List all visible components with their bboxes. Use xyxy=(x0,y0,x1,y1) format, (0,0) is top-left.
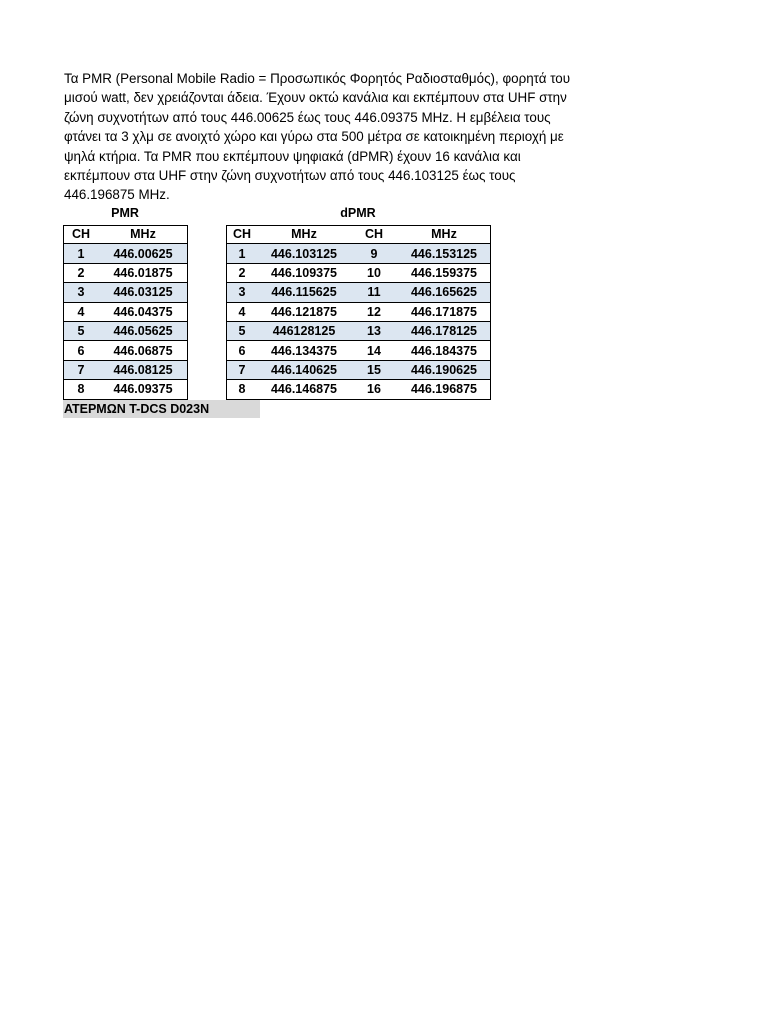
pmr-channel: 7 xyxy=(63,360,99,379)
dpmr-header-mhz: MHz xyxy=(258,225,350,244)
table-row xyxy=(63,380,187,399)
dpmr-channel: 10 xyxy=(350,263,398,282)
table-row xyxy=(226,360,490,379)
table-row xyxy=(226,341,490,360)
dpmr-table-title: dPMR xyxy=(340,206,376,220)
pmr-frequency: 446.06875 xyxy=(99,341,187,360)
intro-paragraph xyxy=(64,69,604,205)
intro-line: μισού watt, δεν χρειάζονται άδεια. Έχουν οκτώ κανάλια και εκπέμπουν στα UHF στην xyxy=(64,90,567,106)
dpmr-table xyxy=(226,225,490,400)
dpmr-header-mhz: MHz xyxy=(398,225,490,244)
dpmr-channel: 12 xyxy=(350,302,398,321)
intro-line: Τα PMR (Personal Mobile Radio = Προσωπικός Φορητός Ραδιοσταθμός), φορητά του xyxy=(64,71,571,86)
pmr-channel: 3 xyxy=(63,283,99,302)
dpmr-channel: 1 xyxy=(226,244,258,263)
dpmr-channel: 4 xyxy=(226,302,258,321)
dpmr-frequency: 446.134375 xyxy=(258,341,350,360)
pmr-channel: 8 xyxy=(63,380,99,399)
pmr-frequency: 446.01875 xyxy=(99,263,187,282)
table-row xyxy=(226,380,490,399)
table-row xyxy=(63,360,187,379)
dpmr-channel: 11 xyxy=(350,283,398,302)
dpmr-frequency: 446.115625 xyxy=(258,283,350,302)
pmr-channel: 4 xyxy=(63,302,99,321)
table-row xyxy=(63,263,187,282)
dpmr-channel: 5 xyxy=(226,321,258,340)
pmr-channel: 6 xyxy=(63,341,99,360)
pmr-channel: 2 xyxy=(63,263,99,282)
dpmr-frequency: 446.146875 xyxy=(258,380,350,399)
table-row xyxy=(226,283,490,302)
dpmr-frequency: 446128125 xyxy=(258,321,350,340)
pmr-frequency: 446.04375 xyxy=(99,302,187,321)
dpmr-header-ch: CH xyxy=(350,225,398,244)
pmr-header-mhz: MHz xyxy=(99,225,187,244)
dpmr-channel: 9 xyxy=(350,244,398,263)
intro-line: εκπέμπουν στα UHF στην ζώνη συχνοτήτων από τους 446.103125 έως τους xyxy=(64,168,516,184)
dpmr-frequency: 446.140625 xyxy=(258,360,350,379)
table-row xyxy=(226,263,490,282)
dpmr-channel: 15 xyxy=(350,360,398,379)
dpmr-frequency: 446.159375 xyxy=(398,263,490,282)
dpmr-header-ch: CH xyxy=(226,225,258,244)
table-row xyxy=(63,321,187,340)
dpmr-header-row xyxy=(226,225,490,244)
pmr-header-row xyxy=(63,225,187,244)
dpmr-channel: 7 xyxy=(226,360,258,379)
intro-line: ψηλά κτήρια. Τα PMR που εκπέμπουν ψηφιακά (dPMR) έχουν 16 κανάλια και xyxy=(64,148,521,164)
intro-line: ζώνη συχνοτήτων από τους 446.00625 έως τους 446.09375 MHz. Η εμβέλεια τους xyxy=(64,109,551,125)
dpmr-frequency: 446.178125 xyxy=(398,321,490,340)
intro-line: φτάνει τα 3 χλμ σε ανοιχτό χώρο και γύρω στα 500 μέτρα σε κατοικημένη περιοχή με xyxy=(64,129,564,145)
table-row xyxy=(226,302,490,321)
dpmr-frequency: 446.109375 xyxy=(258,263,350,282)
pmr-frequency: 446.08125 xyxy=(99,360,187,379)
table-row xyxy=(63,302,187,321)
pmr-header-ch: CH xyxy=(63,225,99,244)
dpmr-channel: 6 xyxy=(226,341,258,360)
dpmr-channel: 14 xyxy=(350,341,398,360)
table-row xyxy=(63,341,187,360)
pmr-frequency: 446.03125 xyxy=(99,283,187,302)
pmr-frequency: 446.00625 xyxy=(99,244,187,263)
pmr-table xyxy=(63,225,187,400)
pmr-table-title: PMR xyxy=(111,206,139,220)
table-row xyxy=(226,244,490,263)
dpmr-frequency: 446.165625 xyxy=(398,283,490,302)
dpmr-channel: 2 xyxy=(226,263,258,282)
dpmr-channel: 3 xyxy=(226,283,258,302)
pmr-frequency: 446.05625 xyxy=(99,321,187,340)
dpmr-frequency: 446.171875 xyxy=(398,302,490,321)
pmr-channel: 5 xyxy=(63,321,99,340)
dpmr-frequency: 446.196875 xyxy=(398,380,490,399)
dpmr-channel: 13 xyxy=(350,321,398,340)
pmr-frequency: 446.09375 xyxy=(99,380,187,399)
intro-line: 446.196875 MHz. xyxy=(64,187,170,203)
dpmr-channel: 8 xyxy=(226,380,258,399)
table-row xyxy=(63,244,187,263)
dpmr-frequency: 446.184375 xyxy=(398,341,490,360)
footer-note: ΑΤΕΡΜΩΝ T-DCS D023N xyxy=(63,400,260,418)
dpmr-channel: 16 xyxy=(350,380,398,399)
table-row xyxy=(63,283,187,302)
pmr-channel: 1 xyxy=(63,244,99,263)
dpmr-frequency: 446.153125 xyxy=(398,244,490,263)
dpmr-frequency: 446.103125 xyxy=(258,244,350,263)
dpmr-frequency: 446.121875 xyxy=(258,302,350,321)
table-row xyxy=(226,321,490,340)
dpmr-frequency: 446.190625 xyxy=(398,360,490,379)
